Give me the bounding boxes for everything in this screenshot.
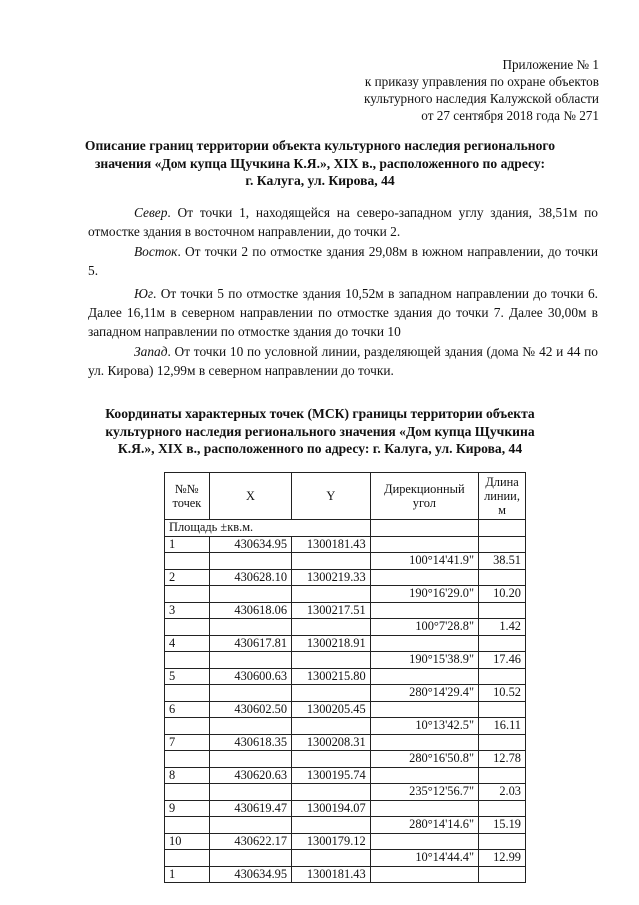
empty-cell <box>209 718 291 735</box>
segment-length: 16.11 <box>479 718 526 735</box>
point-x: 430618.35 <box>209 734 291 751</box>
point-row <box>165 536 526 553</box>
empty-cell <box>370 767 478 784</box>
point-row <box>165 701 526 718</box>
point-x: 430602.50 <box>209 701 291 718</box>
empty-cell <box>209 751 291 768</box>
header-x: X <box>209 473 291 520</box>
coordinates-table <box>164 472 526 883</box>
point-x: 430617.81 <box>209 635 291 652</box>
empty-cell <box>209 652 291 669</box>
empty-cell <box>292 751 371 768</box>
empty-cell <box>479 602 526 619</box>
area-label: Площадь ±кв.м. <box>165 520 371 537</box>
empty-cell <box>479 701 526 718</box>
segment-row <box>165 784 526 801</box>
area-empty-cell <box>370 520 478 537</box>
empty-cell <box>292 586 371 603</box>
point-number: 5 <box>165 668 210 685</box>
segment-length: 1.42 <box>479 619 526 636</box>
point-number: 8 <box>165 767 210 784</box>
empty-cell <box>209 586 291 603</box>
segment-angle: 190°15'38.9" <box>370 652 478 669</box>
empty-cell <box>209 619 291 636</box>
segment-length: 12.99 <box>479 850 526 867</box>
north-paragraph <box>88 203 598 241</box>
empty-cell <box>292 652 371 669</box>
point-y: 1300179.12 <box>292 833 371 850</box>
empty-cell <box>292 784 371 801</box>
empty-cell <box>165 586 210 603</box>
point-x: 430600.63 <box>209 668 291 685</box>
point-x: 430619.47 <box>209 800 291 817</box>
empty-cell <box>165 553 210 570</box>
point-y: 1300219.33 <box>292 569 371 586</box>
segment-row <box>165 652 526 669</box>
south-paragraph <box>88 284 598 341</box>
point-number: 1 <box>165 866 210 883</box>
point-y: 1300208.31 <box>292 734 371 751</box>
point-number: 10 <box>165 833 210 850</box>
segment-row <box>165 553 526 570</box>
east-text: . От точки 2 по отмостке здания 29,08м в южном направлении, до точки 5. <box>88 244 598 278</box>
empty-cell <box>292 718 371 735</box>
empty-cell <box>370 602 478 619</box>
point-row <box>165 800 526 817</box>
empty-cell <box>165 784 210 801</box>
point-number: 6 <box>165 701 210 718</box>
segment-length: 10.20 <box>479 586 526 603</box>
point-y: 1300217.51 <box>292 602 371 619</box>
point-number: 4 <box>165 635 210 652</box>
segment-angle: 280°14'29.4" <box>370 685 478 702</box>
point-number: 2 <box>165 569 210 586</box>
empty-cell <box>292 850 371 867</box>
empty-cell <box>165 751 210 768</box>
segment-length: 17.46 <box>479 652 526 669</box>
point-x: 430618.06 <box>209 602 291 619</box>
empty-cell <box>292 685 371 702</box>
point-x: 430622.17 <box>209 833 291 850</box>
point-row <box>165 866 526 883</box>
table-header-row <box>165 473 526 520</box>
header-angle: Дирекционный угол <box>370 473 478 520</box>
empty-cell <box>370 569 478 586</box>
empty-cell <box>165 619 210 636</box>
empty-cell <box>165 718 210 735</box>
appendix-line: Приложение № 1 <box>502 57 599 72</box>
empty-cell <box>165 652 210 669</box>
north-label: Север <box>134 205 168 220</box>
header-point-number: №№ точек <box>165 473 210 520</box>
appendix-line: к приказу управления по охране объектов <box>364 74 599 89</box>
empty-cell <box>165 850 210 867</box>
segment-angle: 100°7'28.8" <box>370 619 478 636</box>
boundary-description <box>88 203 598 381</box>
empty-cell <box>479 536 526 553</box>
segment-row <box>165 718 526 735</box>
empty-cell <box>209 784 291 801</box>
east-label: Восток <box>134 244 178 259</box>
point-row <box>165 635 526 652</box>
appendix-header <box>279 56 599 124</box>
empty-cell <box>370 536 478 553</box>
segment-angle: 10°13'42.5" <box>370 718 478 735</box>
empty-cell <box>479 569 526 586</box>
point-y: 1300215.80 <box>292 668 371 685</box>
empty-cell <box>370 701 478 718</box>
document-title <box>40 137 600 190</box>
empty-cell <box>292 817 371 834</box>
segment-length: 2.03 <box>479 784 526 801</box>
west-label: Запад <box>134 344 168 359</box>
segment-angle: 10°14'44.4" <box>370 850 478 867</box>
south-text: . От точки 5 по отмостке здания 10,52м в западном направлении до точки 6. Далее 16,11м в северном направлении по отмостке здания до точки 7. Далее 30,00м в западном направлении по отмостке здания до точки 10 <box>88 286 598 339</box>
area-row <box>165 520 526 537</box>
header-length: Длина линии, м <box>479 473 526 520</box>
empty-cell <box>292 619 371 636</box>
point-x: 430634.95 <box>209 866 291 883</box>
south-label: Юг <box>134 286 154 301</box>
point-x: 430634.95 <box>209 536 291 553</box>
empty-cell <box>479 800 526 817</box>
point-row <box>165 569 526 586</box>
point-y: 1300181.43 <box>292 536 371 553</box>
segment-angle: 280°14'14.6" <box>370 817 478 834</box>
empty-cell <box>209 850 291 867</box>
table-title-line: культурного наследия регионального значения «Дом купца Щучкина <box>105 423 535 439</box>
segment-angle: 100°14'41.9" <box>370 553 478 570</box>
east-paragraph <box>88 242 598 280</box>
segment-angle: 190°16'29.0" <box>370 586 478 603</box>
empty-cell <box>370 734 478 751</box>
title-line: г. Калуга, ул. Кирова, 44 <box>245 173 395 188</box>
west-paragraph <box>88 342 598 380</box>
empty-cell <box>370 833 478 850</box>
header-y: Y <box>292 473 371 520</box>
point-x: 430628.10 <box>209 569 291 586</box>
empty-cell <box>209 817 291 834</box>
segment-row <box>165 751 526 768</box>
point-x: 430620.63 <box>209 767 291 784</box>
empty-cell <box>165 817 210 834</box>
empty-cell <box>370 635 478 652</box>
segment-length: 10.52 <box>479 685 526 702</box>
north-text: . От точки 1, находящейся на северо-западном углу здания, 38,51м по отмостке здания в восточном направлении, до точки 2. <box>88 205 598 239</box>
empty-cell <box>370 668 478 685</box>
point-row <box>165 833 526 850</box>
empty-cell <box>479 767 526 784</box>
empty-cell <box>370 800 478 817</box>
appendix-line: культурного наследия Калужской области <box>364 91 599 106</box>
segment-row <box>165 586 526 603</box>
point-row <box>165 734 526 751</box>
point-number: 1 <box>165 536 210 553</box>
point-number: 9 <box>165 800 210 817</box>
title-line: значения «Дом купца Щучкина К.Я.», XIX в., расположенного по адресу: <box>94 155 546 171</box>
segment-angle: 235°12'56.7" <box>370 784 478 801</box>
segment-angle: 280°16'50.8" <box>370 751 478 768</box>
segment-row <box>165 619 526 636</box>
west-text: . От точки 10 по условной линии, разделяющей здания (дома № 42 и 44 по ул. Кирова) 12,99м в северном направлении до точки. <box>88 344 598 378</box>
segment-row <box>165 850 526 867</box>
point-row <box>165 668 526 685</box>
segment-length: 12.78 <box>479 751 526 768</box>
empty-cell <box>479 668 526 685</box>
title-line: Описание границ территории объекта культурного наследия регионального <box>84 138 556 153</box>
segment-length: 38.51 <box>479 553 526 570</box>
point-y: 1300218.91 <box>292 635 371 652</box>
appendix-line: от 27 сентября 2018 года № 271 <box>421 108 599 123</box>
area-empty-cell <box>479 520 526 537</box>
table-title-line: Координаты характерных точек (МСК) границы территории объекта <box>105 406 535 421</box>
empty-cell <box>479 866 526 883</box>
empty-cell <box>209 553 291 570</box>
point-row <box>165 767 526 784</box>
empty-cell <box>292 553 371 570</box>
point-number: 7 <box>165 734 210 751</box>
segment-length: 15.19 <box>479 817 526 834</box>
table-title-line: К.Я.», XIX в., расположенного по адресу: г. Калуга, ул. Кирова, 44 <box>117 441 523 456</box>
point-number: 3 <box>165 602 210 619</box>
empty-cell <box>209 685 291 702</box>
point-y: 1300181.43 <box>292 866 371 883</box>
empty-cell <box>165 685 210 702</box>
point-y: 1300194.07 <box>292 800 371 817</box>
empty-cell <box>479 734 526 751</box>
empty-cell <box>370 866 478 883</box>
empty-cell <box>479 635 526 652</box>
segment-row <box>165 685 526 702</box>
table-title <box>40 405 600 458</box>
point-y: 1300205.45 <box>292 701 371 718</box>
empty-cell <box>479 833 526 850</box>
point-y: 1300195.74 <box>292 767 371 784</box>
segment-row <box>165 817 526 834</box>
point-row <box>165 602 526 619</box>
